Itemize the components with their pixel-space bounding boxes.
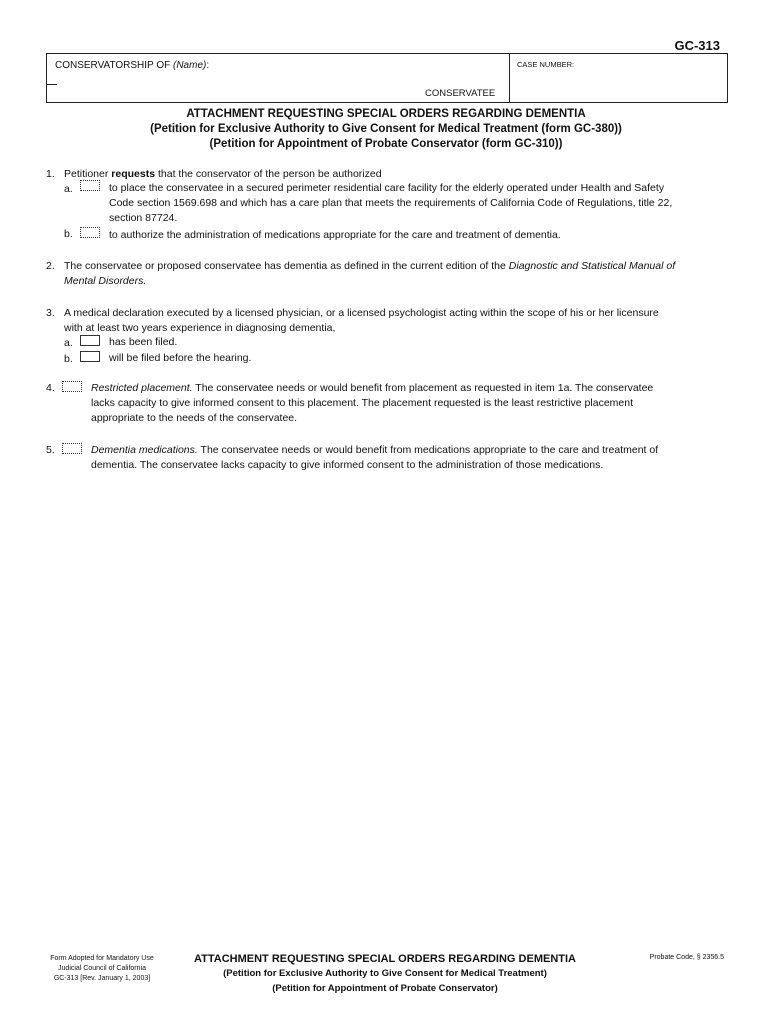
item-1b-checkbox[interactable] (80, 227, 100, 238)
item-2-text-2: Mental Disorders. (64, 275, 147, 287)
form-title: ATTACHMENT REQUESTING SPECIAL ORDERS REGARDING DEMENTIA (186, 108, 586, 120)
form-subtitle-1: (Petition for Exclusive Authority to Give Consent for Medical Treatment (form GC-380)) (150, 123, 622, 135)
item-5-text-2: dementia. The conservatee lacks capacity to give informed consent to the administration of those medications. (91, 459, 604, 471)
item-1-text: Petitioner requests that the conservator of the person be authorized (64, 168, 382, 180)
footer-adoption-info (44, 954, 160, 984)
item-3a-text: has been filed. (109, 336, 178, 348)
item-3-number: 3. (46, 307, 55, 319)
item-3a-checkbox[interactable] (80, 335, 100, 346)
item-1b-text: to authorize the administration of medications appropriate for the care and treatment of dementia. (109, 229, 561, 241)
item-3a-label: a. (64, 337, 73, 349)
item-3-text-2: with at least two years experience in diagnosing dementia, (64, 322, 336, 334)
footer-title: ATTACHMENT REQUESTING SPECIAL ORDERS REGARDING DEMENTIA (194, 953, 576, 965)
form-number: GC-313 (674, 38, 720, 53)
item-1a-checkbox[interactable] (80, 180, 100, 191)
item-1b-label: b. (64, 228, 73, 240)
item-4-text-3: appropriate to the needs of the conservatee. (91, 412, 298, 424)
item-1a-text-2: Code section 1569.698 and which has a care plan that meets the requirements of California Code of Regulations, title 22, (109, 197, 673, 209)
item-3b-label: b. (64, 353, 73, 365)
item-4-number: 4. (46, 382, 55, 394)
item-3b-checkbox[interactable] (80, 351, 100, 362)
footer-code-reference: Probate Code, § 2356.5 (649, 954, 724, 961)
item-4-text-2: lacks capacity to give informed consent to this placement. The placement requested is the least restrictive placement (91, 397, 633, 409)
conservatorship-label: CONSERVATORSHIP OF (Name): (55, 60, 210, 71)
footer-left-line-2: Judicial Council of California (58, 965, 146, 972)
item-3-text-1: A medical declaration executed by a licensed physician, or a licensed psychologist acting within the scope of his or her licensure (64, 307, 659, 319)
item-2-text-1: The conservatee or proposed conservatee has dementia as defined in the current edition of the Diagnostic and Statistical Manual of (64, 260, 676, 272)
item-1a-text-3: section 87724. (109, 212, 178, 224)
item-5-number: 5. (46, 444, 55, 456)
name-line (47, 84, 57, 85)
caption-divider (509, 54, 510, 102)
item-2-number: 2. (46, 260, 55, 272)
item-1a-label: a. (64, 183, 73, 195)
item-1a-text-1: to place the conservatee in a secured perimeter residential care facility for the elderly operated under Health and Safety (109, 182, 665, 194)
footer-left-line-3: GC-313 [Rev. January 1, 2003] (53, 975, 151, 982)
footer-left-line-1: Form Adopted for Mandatory Use (50, 955, 154, 962)
footer-subtitle-2: (Petition for Appointment of Probate Conservator) (272, 983, 498, 994)
item-3b-text: will be filed before the hearing. (109, 352, 252, 364)
footer-subtitle-1: (Petition for Exclusive Authority to Give Consent for Medical Treatment) (223, 968, 547, 979)
caption-box (46, 53, 728, 103)
item-5-text-1: Dementia medications. The conservatee needs or would benefit from medications appropriate to the care and treatment of (91, 444, 659, 456)
item-1-number: 1. (46, 168, 55, 180)
item-4-checkbox[interactable] (62, 381, 82, 392)
conservatee-label: CONSERVATEE (425, 88, 496, 99)
case-number-label: CASE NUMBER: (517, 60, 575, 69)
form-subtitle-2: (Petition for Appointment of Probate Conservator (form GC-310)) (209, 138, 563, 150)
item-5-checkbox[interactable] (62, 443, 82, 454)
item-4-text-1: Restricted placement. The conservatee needs or would benefit from placement as requested in item 1a. The conservatee (91, 382, 654, 394)
